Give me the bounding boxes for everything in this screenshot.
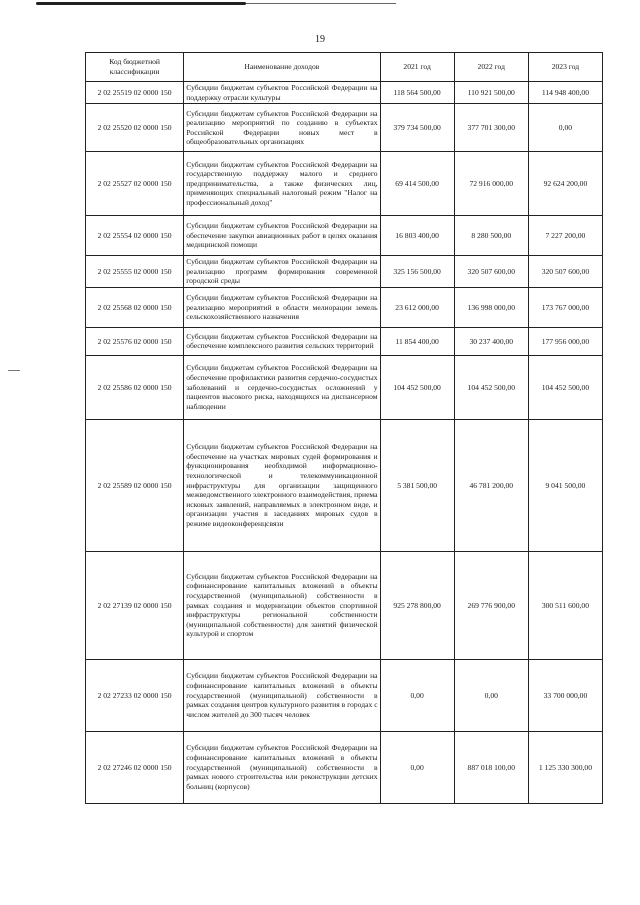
row-2023: 320 507 600,00 [528, 256, 602, 288]
page-number: 19 [315, 34, 325, 45]
row-name: Субсидии бюджетам субъектов Российской Федерации на софинансирование капитальных вложений в объекты государственной (муниципальной) собственности в рамках создания центров культурного развития в городах с числом жителей до 300 тысяч человек [184, 659, 380, 731]
row-name: Субсидии бюджетам субъектов Российской Федерации на реализацию мероприятий в области мелиорации земель сельскохозяйственного назначения [184, 287, 380, 327]
row-2021: 0,00 [380, 731, 454, 803]
row-2023: 114 948 400,00 [528, 82, 602, 104]
row-2022: 269 776 900,00 [454, 551, 528, 659]
header-2023: 2023 год [528, 53, 602, 82]
row-2023: 92 624 200,00 [528, 152, 602, 216]
row-name: Субсидии бюджетам субъектов Российской Федерации на поддержку отрасли культуры [184, 82, 380, 104]
row-2021: 11 854 400,00 [380, 327, 454, 355]
row-name: Субсидии бюджетам субъектов Российской Федерации на государственную поддержку малого и среднего предпринимательства, а также физических лиц, применяющих специальный налоговый режим "Налог на профессиональный доход" [184, 152, 380, 216]
row-code: 2 02 25576 02 0000 150 [86, 327, 184, 355]
header-2021: 2021 год [380, 53, 454, 82]
scan-artifact-line [246, 3, 396, 4]
row-2022: 887 018 100,00 [454, 731, 528, 803]
row-2021: 23 612 000,00 [380, 287, 454, 327]
row-code: 2 02 27246 02 0000 150 [86, 731, 184, 803]
table-header-row [86, 53, 603, 82]
row-2021: 118 564 500,00 [380, 82, 454, 104]
row-2023: 104 452 500,00 [528, 355, 602, 419]
row-code: 2 02 25520 02 0000 150 [86, 104, 184, 152]
table-row [86, 287, 603, 327]
row-name: Субсидии бюджетам субъектов Российской Федерации на софинансирование капитальных вложений в объекты государственной (муниципальной) собственности в рамках нового строительства или реконструкции детских больниц (корпусов) [184, 731, 380, 803]
row-2022: 46 781 200,00 [454, 419, 528, 551]
row-2022: 30 237 400,00 [454, 327, 528, 355]
row-2022: 110 921 500,00 [454, 82, 528, 104]
row-code: 2 02 25568 02 0000 150 [86, 287, 184, 327]
row-2021: 5 381 500,00 [380, 419, 454, 551]
row-2021: 0,00 [380, 659, 454, 731]
row-name: Субсидии бюджетам субъектов Российской Федерации на обеспечение профилактики развития сердечно-сосудистых заболеваний и сердечно-сосудистых осложнений у пациентов высокого риска, находящихся на диспансерном наблюдении [184, 355, 380, 419]
row-2023: 177 956 000,00 [528, 327, 602, 355]
row-name: Субсидии бюджетам субъектов Российской Федерации на реализацию мероприятий по созданию в субъектах Российской Федерации новых мест в общеобразовательных организациях [184, 104, 380, 152]
row-code: 2 02 25527 02 0000 150 [86, 152, 184, 216]
row-2023: 33 700 000,00 [528, 659, 602, 731]
row-2022: 8 280 500,00 [454, 216, 528, 256]
row-2023: 7 227 200,00 [528, 216, 602, 256]
row-code: 2 02 25555 02 0000 150 [86, 256, 184, 288]
table-row [86, 152, 603, 216]
row-2022: 377 701 300,00 [454, 104, 528, 152]
row-2022: 320 507 600,00 [454, 256, 528, 288]
row-code: 2 02 27139 02 0000 150 [86, 551, 184, 659]
row-2021: 16 803 400,00 [380, 216, 454, 256]
scan-artifact-mark [8, 370, 20, 371]
table-row [86, 731, 603, 803]
header-2022: 2022 год [454, 53, 528, 82]
table-row [86, 82, 603, 104]
row-name: Субсидии бюджетам субъектов Российской Федерации на софинансирование капитальных вложений в объекты государственной (муниципальной) собственности в рамках создания и модернизации объектов спортивной инфраструктуры региональной собственности (муниципальной собственности) для занятий физической культурой и спортом [184, 551, 380, 659]
row-2022: 136 998 000,00 [454, 287, 528, 327]
scan-artifact-line [36, 2, 246, 5]
table-row [86, 551, 603, 659]
row-2023: 173 767 000,00 [528, 287, 602, 327]
table-row [86, 355, 603, 419]
row-2021: 379 734 500,00 [380, 104, 454, 152]
table-row [86, 104, 603, 152]
row-code: 2 02 25554 02 0000 150 [86, 216, 184, 256]
row-2022: 104 452 500,00 [454, 355, 528, 419]
table-row [86, 659, 603, 731]
table-row [86, 256, 603, 288]
row-2021: 69 414 500,00 [380, 152, 454, 216]
row-2023: 9 041 500,00 [528, 419, 602, 551]
row-2021: 104 452 500,00 [380, 355, 454, 419]
row-2023: 1 125 330 300,00 [528, 731, 602, 803]
row-name: Субсидии бюджетам субъектов Российской Федерации на обеспечение закупки авиационных работ в целях оказания медицинской помощи [184, 216, 380, 256]
header-code: Код бюджетной классификации [86, 53, 184, 82]
table-row [86, 216, 603, 256]
table-row [86, 419, 603, 551]
header-name: Наименование доходов [184, 53, 380, 82]
row-2023: 300 511 600,00 [528, 551, 602, 659]
row-2022: 72 916 000,00 [454, 152, 528, 216]
row-2021: 325 156 500,00 [380, 256, 454, 288]
row-code: 2 02 25589 02 0000 150 [86, 419, 184, 551]
row-code: 2 02 25519 02 0000 150 [86, 82, 184, 104]
row-name: Субсидии бюджетам субъектов Российской Федерации на реализацию программ формирования современной городской среды [184, 256, 380, 288]
row-2023: 0,00 [528, 104, 602, 152]
row-code: 2 02 27233 02 0000 150 [86, 659, 184, 731]
revenue-table [85, 52, 603, 804]
row-2021: 925 278 800,00 [380, 551, 454, 659]
row-name: Субсидии бюджетам субъектов Российской Федерации на обеспечение комплексного развития сельских территорий [184, 327, 380, 355]
row-2022: 0,00 [454, 659, 528, 731]
row-name: Субсидии бюджетам субъектов Российской Федерации на обеспечение на участках мировых судей формирования и функционирования необходимой информационно-технологической и телекоммуникационной инфраструктуры для организации защищенного межведомственного электронного взаимодействия, приема исковых заявлений, направляемых в электронном виде, и организации участия в заседаниях мировых судов в режиме видеоконференцсвязи [184, 419, 380, 551]
row-code: 2 02 25586 02 0000 150 [86, 355, 184, 419]
table-row [86, 327, 603, 355]
